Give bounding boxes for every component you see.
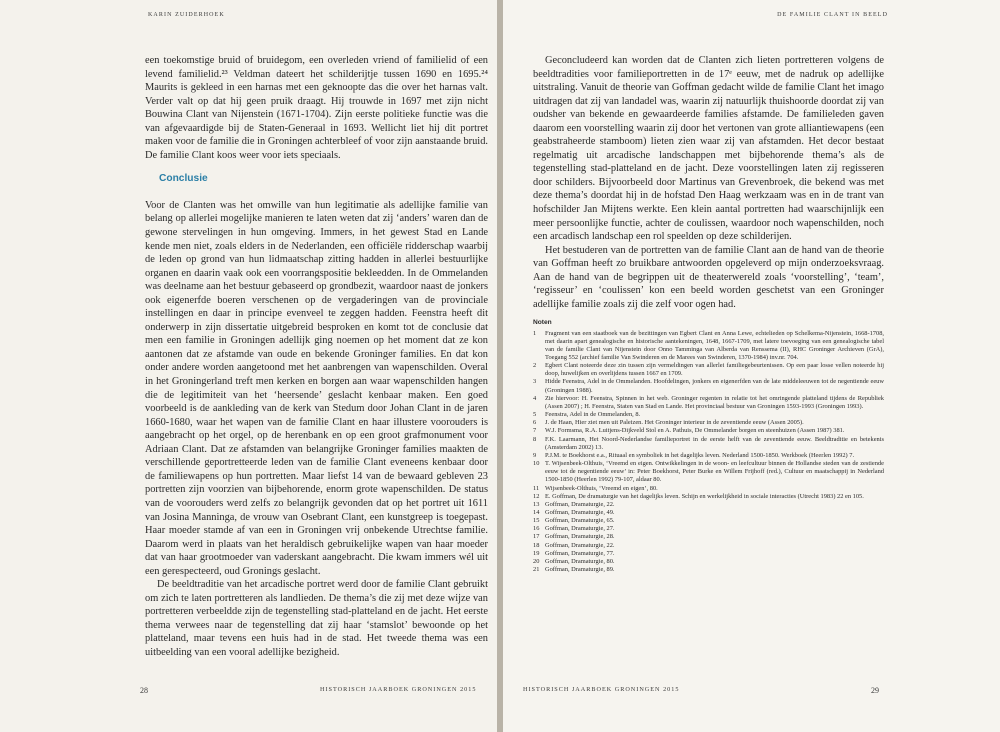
paragraph: De beeldtraditie van het arcadische portret werd door de familie Clant gebruikt om zich te laten portretteren als landlieden. De thema’s die zij met deze wijze van portretteren verbeeldde zijn de tegenstelling stad-platteland en de jacht. Het eerste thema verwees naar de tegenstelling dat zij haar ‘stamslot’ bewoonde op het platteland, maar tevens een huis had in de stad. Het tweede thema was een uitbeelding van een vooral adellijke bezigheid. <box>145 579 488 658</box>
footnote-number: 7 <box>533 427 537 435</box>
footnote <box>533 395 884 411</box>
footnote-number: 5 <box>533 411 537 419</box>
footnote <box>533 509 884 517</box>
footnote <box>533 411 884 419</box>
footnote-text: Goffman, Dramaturgie, 22. <box>545 500 615 508</box>
footnote-text: Wijsenbeek-Olthuis, ‘Vreemd en eigen’, 80. <box>545 484 658 492</box>
page-number-right: 29 <box>871 686 879 695</box>
footnote <box>533 517 884 525</box>
footnote-text: Egbert Clant noteerde deze zin tussen zijn vermeldingen van allerlei familiegebeurtenissen. Op een paar losse vellen noteerde hij doop, huwelijken en overlijdens tussen 1667 en 1709. <box>545 362 884 378</box>
footnote-number: 9 <box>533 451 537 459</box>
footnote-number: 3 <box>533 378 537 386</box>
footnote-number: 19 <box>533 549 540 557</box>
footnote <box>533 427 884 435</box>
page-number-left: 28 <box>140 686 148 695</box>
notes-title: Noten <box>533 319 552 327</box>
footnote-number: 4 <box>533 394 537 402</box>
footnote <box>533 485 884 493</box>
footnote-text: Goffman, Dramaturgie, 22. <box>545 541 615 549</box>
footnote-text: Goffman, Dramaturgie, 89. <box>545 566 615 574</box>
footnote <box>533 533 884 541</box>
footnote-text: Goffman, Dramaturgie, 27. <box>545 525 615 533</box>
footnote-number: 2 <box>533 362 537 370</box>
running-head-left: KARIN ZUIDERHOEK <box>148 12 225 18</box>
footnote <box>533 550 884 558</box>
running-head-right: DE FAMILIE CLANT IN BEELD <box>777 12 888 18</box>
footnote-text: Hidde Feenstra, Adel in de Ommelanden. Hoofdelingen, jonkers en eigenerfden van de late middeleeuwen tot de negentiende eeuw (Groningen 1988). <box>545 378 884 394</box>
footnote <box>533 362 884 378</box>
section-heading: Conclusie <box>159 173 208 185</box>
footnote-text: Goffman, Dramaturgie, 49. <box>545 508 615 516</box>
footnote-text: Goffman, Dramaturgie, 65. <box>545 517 615 525</box>
footnote-text: Goffman, Dramaturgie, 77. <box>545 549 615 557</box>
footnote-text: P.J.M. te Boekhorst e.a., Rituaal en symboliek in het dagelijks leven. Nederland 1500-1850. Werkboek (Heerlen 1992) 7. <box>545 451 855 459</box>
footnote-text: Feenstra, Adel in de Ommelanden, 8. <box>545 411 641 419</box>
footnote <box>533 419 884 427</box>
paragraph: Het bestuderen van de portretten van de familie Clant aan de hand van de theorie van Goffman heeft zo bruikbare antwoorden opgeleverd op mijn onderzoeksvraag. Aan de hand van de begrippen uit de theaterwereld zoals ‘voorstelling’, ‘team’, ‘regisseur’ en ‘coulissen’ kon een beeld worden geschetst van een Groninger adellijke familie zoals zij die zelf voor ogen had. <box>533 244 884 310</box>
footnote-number: 11 <box>533 484 540 492</box>
footnote <box>533 378 884 394</box>
footnote-number: 12 <box>533 492 540 500</box>
footnote-text: Goffman, Dramaturgie, 80. <box>545 557 615 565</box>
footnote-number: 6 <box>533 419 537 427</box>
notes-list <box>533 330 884 575</box>
footnote-number: 15 <box>533 517 540 525</box>
footnote <box>533 460 884 484</box>
footnote-number: 17 <box>533 533 540 541</box>
paragraph: een toekomstige bruid of bruidegom, een overleden vriend of familielid of een levend familielid.²³ Veldman dateert het schilderijtje tussen 1690 en 1695.²⁴ Maurits is gekleed in een harnas met een geknoopte das die over het harnas valt. Verder valt op dat hij geen pruik draagt. Hij trouwde in 1697 met zijn nicht Bouwina Clant van Nijenstein (1671-1704). Zijn eerste politieke functie was die van afgevaardigde bij de Staten-Generaal in 1693. Wellicht liet hij dit portret maken voor de familie die in Groningen achterbleef of voor zijn aanstaande bruid. De familie Clant koos weer voor iets speciaals. <box>145 55 488 161</box>
footnote <box>533 452 884 460</box>
footnote <box>533 436 884 452</box>
footnote-number: 20 <box>533 557 540 565</box>
footnote-number: 10 <box>533 460 540 468</box>
footnote <box>533 501 884 509</box>
paragraph: Geconcludeerd kan worden dat de Clanten zich lieten portretteren volgens de beeldtradities voor familieportretten in de 17ᵉ eeuw, met de nadruk op adellijke uitstraling. Vanuit de theorie van Goffman gedacht wilde de familie Clant het imago uitdragen dat zij van landadel was, waarin zij natuurlijk thuishoorde doordat zij van oudsher van bekende en gewaardeerde families afstamde. De familieleden gaven daarom een voorstelling waarin zij door het vertonen van grote alliantiewapens (een geabstraheerde stamboom) lieten zien waar zij van afstamden. Het decor bestaat regelmatig uit arcadische landschappen met bijbehorende thema’s als de tegenstelling stad-platteland en de jacht. Deze voorstellingen laten zij regisseren door schilders. Bijvoorbeeld door Martinus van Grevenbroek, die bekend was met deze thema’s doordat hij in de hofstad Den Haag werkzaam was en in de trant van hofschilder Jan Mijtens werkte. Een klein aantal portretten had waarschijnlijk een meer persoonlijke functie, achter de coulissen, waardoor noch wapenschilden, noch een arcadisch landschap een rol speelden op deze schilderijen. <box>533 55 884 243</box>
footnote-text: E. Goffman, De dramaturgie van het dagelijks leven. Schijn en werkelijkheid in sociale interacties (Utrecht 1983) 22 en 105. <box>545 492 864 500</box>
footnote-text: Zie hiervoor: H. Feenstra, Spinnen in het web. Groninger regenten in relatie tot het omringende platteland tijdens de Republiek (Assen 2007) ; H. Feenstra, Staten van Stad en Lande. Het provinciaal bestuur van Groningen 1593-1993 (Groningen 1993). <box>545 394 884 410</box>
footnote-text: Goffman, Dramaturgie, 28. <box>545 533 615 541</box>
footer-right: HISTORISCH JAARBOEK GRONINGEN 2015 <box>523 686 680 693</box>
right-text-column <box>533 54 884 574</box>
left-page <box>0 0 497 732</box>
footer-left: HISTORISCH JAARBOEK GRONINGEN 2015 <box>320 686 477 693</box>
footnote-number: 1 <box>533 329 537 337</box>
footnote-number: 16 <box>533 525 540 533</box>
paragraph: Voor de Clanten was het omwille van hun legitimatie als adellijke familie van belang op allerlei mogelijke manieren te laten weten dat zij ‘anders’ waren dan de gewone stervelingen in hun omgeving. Immers, in het gewest Stad en Lande kende men niet, zoals elders in de Nederlanden, een officiële ridderschap waarbij de leden op grond van hun lidmaatschap zitting hadden in allerlei bestuurlijke organen en daarin vaak ook een voorrangspositie bekleedden. In de Ommelanden was deelname aan het bestuur gebaseerd op grondbezit, waardoor naast de jonkers ook eigenerfde boeren verschenen op de vergaderingen van de provinciale instellingen en daar in principe evenveel te zeggen hadden. Feenstra heeft dit onderwerp in zijn dissertatie uitgebreid besproken en komt tot de conclusie dat men een familie in Groningen adellijk ging noemen op het moment dat ze kon aantonen dat ze afstamde van oude en bekende Groninger families. En dat kon onder andere worden aangetoond met het aanbrengen van wapenschilden. Overal in het Groningerland treft men kerken en borgen aan waar wapenschilden hangen die de legitimiteit van het ‘heersende’ geslacht kenbaar maken. Een goed voorbeeld is de aankleding van de kerk van Stedum door Johan Clant in de jaren 1660-1680, waar het wapen van de familie Clant en haar illustere voorouders is aangebracht op het orgel, op de herenbank en op een groot grafmonument voor Adriaan Clant. Dat ze afstamden van belangrijke Groninger families maakten de verschillende geportretteerde leden van de familie Clant eveneens kenbaar door de familiewapens op hun portretten. Maar liefst 14 van de bewaard gebleven 23 portretten zijn voorzien van bijbehorende, enorm grote wapenschilden. De status van de voorouders werd zelfs zo belangrijk gevonden dat op het portret uit 1611 van Josina Manninga, de vrouw van Osebrant Clant, een kunstgreep is toegepast. Haar moeder stamde af van een in Groningen vrij onbekende Utrechtse familie. Daarom werd in plaats van het heraldisch gebruikelijke wapen van haar moeder dat van haar grootmoeder van vaderskant aangebracht. Die kwam immers wél uit een gerespecteerd, oud Gronings geslacht. <box>145 199 488 577</box>
footnote-text: Fragment van een staatboek van de bezittingen van Egbert Clant en Anna Lewe, echtelieden op Schelkema-Nijenstein, 1668-1708, met daarin apart genealogische en historische aantekeningen, 1648, 1667-1709, met latere toevoeging van een genealogische tabel van de familie Clant van Nijenstein door Onno Tammingа van Alberda van Renssema (II), RHC Groninger Archieven (GrA), Toegang 552 (archief familie Van Swinderen en de Marees van Swinderen, 1370-1984) inv.nr. 704. <box>545 329 884 362</box>
footnote-number: 13 <box>533 500 540 508</box>
footnote-text: J. de Haan, Hier ziet men uit Paleizen. Het Groninger interieur in de zeventiende eeuw (Assen 2005). <box>545 419 804 427</box>
footnote-number: 18 <box>533 541 540 549</box>
footnote <box>533 566 884 574</box>
footnote-number: 14 <box>533 508 540 516</box>
footnote <box>533 542 884 550</box>
footnote-text: T. Wijsenbeek-Olthuis, ‘Vreemd en eigen. Ontwikkelingen in de woon- en leefcultuur binnen de Hollandse steden van de zestiende eeuw tot de negentiende eeuw’ in: Peter Boekhorst, Peter Burke en Willem Frijhoff (red.), Cultuur en maatschappij in Nederland 1500-1850 (Heerlen 1992) 79-107, aldaar 80. <box>545 460 884 484</box>
left-text-column <box>145 54 488 660</box>
footnotes <box>533 319 884 574</box>
footnote-text: W.J. Formsma, R.A. Luitjens-Dijkveld Stol en A. Pathuis, De Ommelander borgen en steenhuizen (Assen 1987) 381. <box>545 427 845 435</box>
right-page <box>503 0 1000 732</box>
footnote-number: 8 <box>533 435 537 443</box>
footnote <box>533 493 884 501</box>
footnote <box>533 525 884 533</box>
footnote <box>533 558 884 566</box>
footnote-text: F.K. Laarmann, Het Noord-Nederlandse familieportret in de eerste helft van de zeventiende eeuw. Beeldtraditie en betekenis (Amsterdam 2002) 13. <box>545 435 884 451</box>
footnote-number: 21 <box>533 566 540 574</box>
footnote <box>533 330 884 363</box>
